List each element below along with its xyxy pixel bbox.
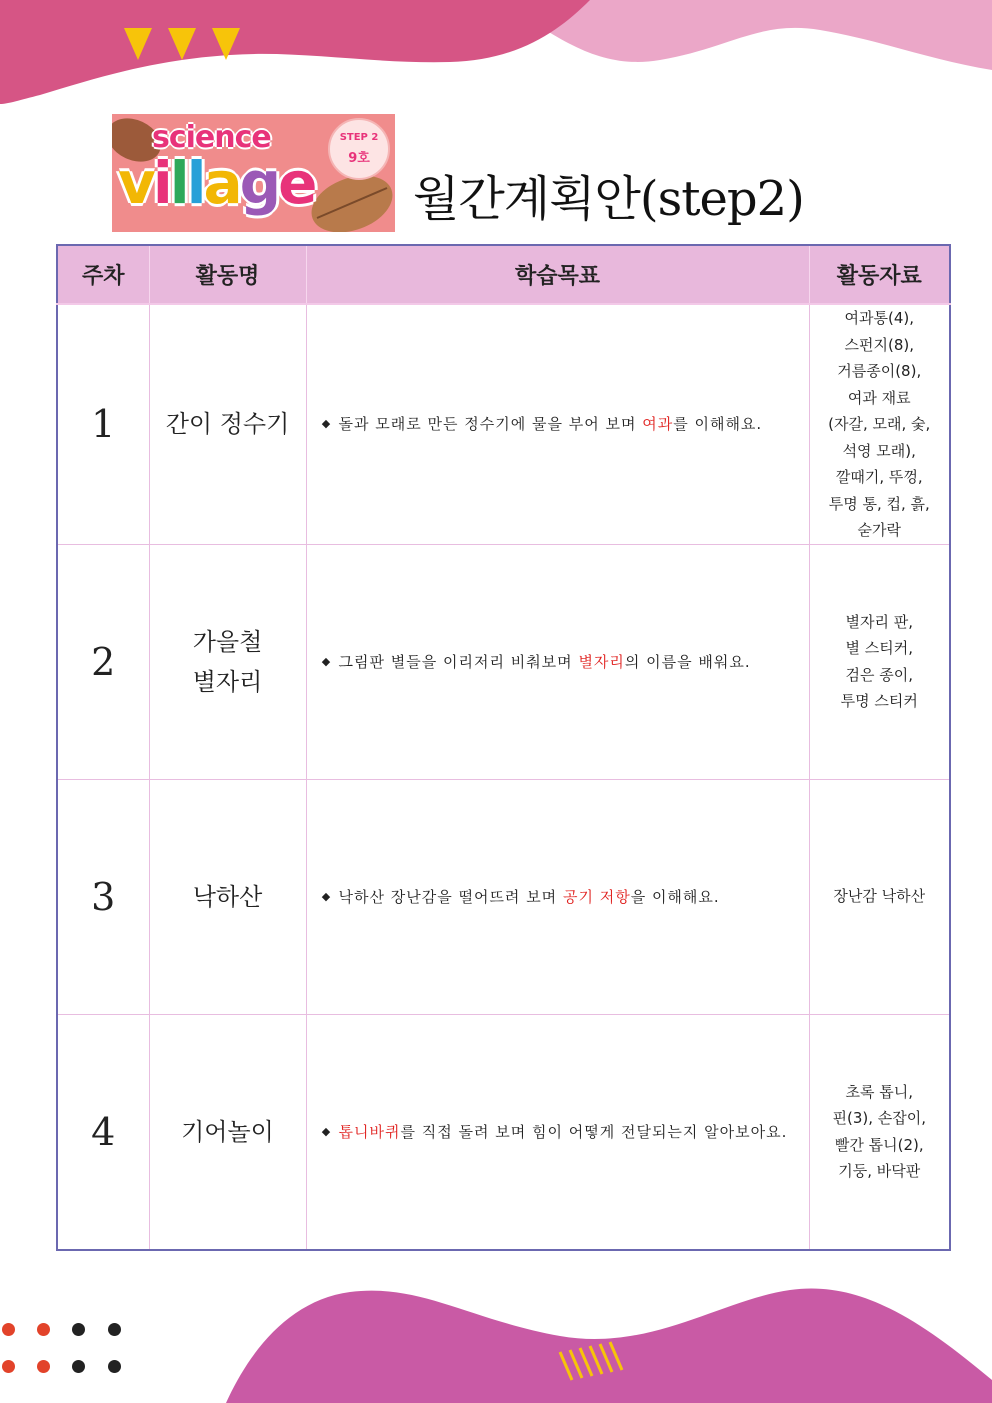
decoration-dot: [37, 1360, 50, 1373]
bullet-icon: ◆: [321, 417, 332, 431]
monthly-plan-table: [56, 244, 951, 1251]
material-line: 핀(3), 손잡이,: [832, 1109, 926, 1127]
goal-text: 돌과 모래로 만든 정수기에 물을 부어 보며: [338, 415, 643, 434]
table-row: [57, 544, 950, 779]
material-line: 투명 통, 컵, 흙,: [828, 494, 930, 513]
decoration-dot: [108, 1360, 121, 1373]
column-header-activity: 활동명: [149, 245, 306, 304]
decoration-dot: [37, 1323, 50, 1336]
activity-name: [149, 544, 306, 779]
activity-name: 간이 정수기: [149, 304, 306, 544]
decoration-dot: [108, 1323, 121, 1336]
materials-cell: [809, 1014, 950, 1250]
learning-goal: [306, 779, 809, 1014]
step-label: STEP 2: [339, 132, 379, 143]
goal-keyword: 별자리: [578, 652, 625, 671]
bullet-icon: ◆: [321, 1124, 332, 1138]
material-line: 초록 톱니,: [845, 1082, 913, 1101]
materials-cell: [809, 544, 950, 779]
material-line: 투명 스티커: [840, 692, 918, 710]
decoration-dot: [72, 1323, 85, 1336]
learning-goal: [306, 1014, 809, 1250]
table-row: [57, 304, 950, 544]
learning-goal: [306, 544, 809, 779]
material-line: 깔때기, 뚜껑,: [835, 468, 923, 486]
week-number: 3: [57, 779, 149, 1014]
activity-name-line: 별자리: [192, 667, 263, 696]
material-line: 검은 종이,: [845, 665, 913, 684]
column-header-goal: 학습목표: [306, 245, 809, 304]
bullet-icon: ◆: [321, 654, 332, 668]
column-header-materials: 활동자료: [809, 245, 950, 304]
activity-name-line: 가을철: [192, 627, 263, 656]
materials-cell: [809, 304, 950, 544]
logo-word-science: science: [152, 120, 271, 155]
bullet-icon: ◆: [321, 889, 332, 903]
materials-cell: [809, 779, 950, 1014]
material-line: 여과통(4),: [844, 309, 914, 327]
goal-text: 의 이름을 배워요.: [624, 652, 751, 671]
material-line: 별 스티커,: [845, 639, 913, 657]
goal-text: 낙하산 장난감을 떨어뜨려 보며: [338, 887, 563, 906]
activity-name: 낙하산: [149, 779, 306, 1014]
goal-keyword: 여과: [642, 415, 674, 434]
learning-goal: [306, 304, 809, 544]
goal-text: 를 이해해요.: [673, 415, 763, 434]
page-title: 월간계획안(step2): [413, 171, 804, 227]
decoration-dot: [2, 1360, 15, 1373]
table-header-row: [57, 245, 950, 304]
step-badge: [328, 118, 390, 180]
material-line: 빨간 톱니(2),: [834, 1135, 924, 1154]
logo-word-village: village: [118, 149, 315, 217]
material-line: 석영 모래),: [842, 441, 916, 460]
goal-text: 을 이해해요.: [630, 887, 720, 906]
material-line: (자갈, 모래, 숯,: [828, 415, 931, 433]
table-row: [57, 779, 950, 1014]
goal-text: 그림판 별들을 이리저리 비춰보며: [338, 652, 579, 671]
goal-text: 를 직접 돌려 보며 힘이 어떻게 전달되는지 알아보아요.: [400, 1122, 788, 1141]
material-line: 별자리 판,: [845, 612, 913, 631]
table-row: [57, 1014, 950, 1250]
science-village-logo: [112, 114, 395, 232]
issue-label: 9호: [348, 151, 370, 166]
column-header-week: 주차: [57, 245, 149, 304]
week-number: 1: [57, 304, 149, 544]
material-line: 숟가락: [857, 521, 901, 539]
material-line: 장난감 낙하산: [833, 887, 926, 906]
week-number: 4: [57, 1014, 149, 1250]
activity-name: 기어놀이: [149, 1014, 306, 1250]
goal-keyword: 공기 저항: [562, 887, 631, 906]
goal-keyword: 톱니바퀴: [338, 1122, 401, 1141]
decoration-dot: [72, 1360, 85, 1373]
material-line: 여과 재료: [847, 388, 911, 407]
material-line: 거름종이(8),: [837, 362, 922, 380]
material-line: 기둥, 바닥판: [838, 1162, 921, 1180]
top-wave-decoration: [0, 0, 992, 110]
material-line: 스펀지(8),: [844, 335, 914, 354]
decoration-dot: [2, 1323, 15, 1336]
week-number: 2: [57, 544, 149, 779]
